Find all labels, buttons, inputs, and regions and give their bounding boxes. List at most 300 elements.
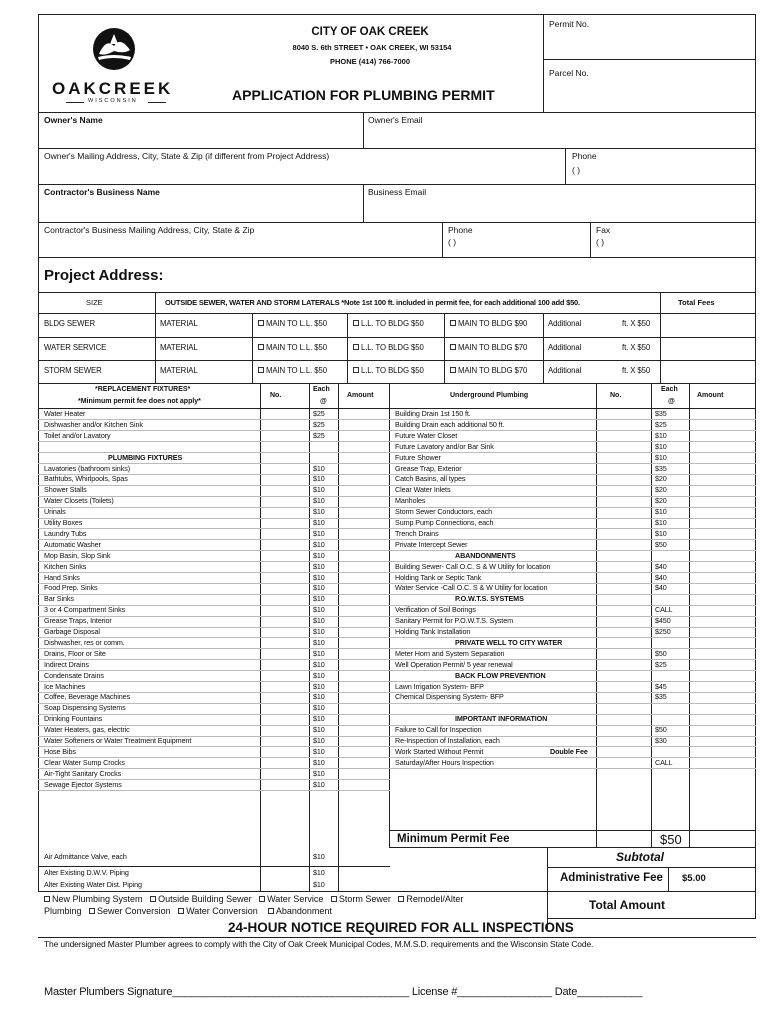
left-fixture-fee: $10 <box>313 528 325 538</box>
left-fixture-label: 3 or 4 Compartment Sinks <box>44 605 126 615</box>
lateral-total-fee-field[interactable] <box>661 361 754 382</box>
right-fixture-no-field[interactable] <box>597 562 650 572</box>
laterals-size-label: SIZE <box>86 298 103 307</box>
left-fixture-label: Water Heaters, gas, electric <box>44 725 130 735</box>
contractor-email-field[interactable] <box>364 198 754 221</box>
date-label: Date <box>554 986 578 998</box>
left-fixture-no-field[interactable] <box>261 714 308 724</box>
city-title: CITY OF OAK CREEK <box>311 26 429 38</box>
right-fixture-no-field[interactable] <box>597 420 650 430</box>
admin-fee-label: Administrative Fee <box>560 872 663 884</box>
left-fixture-fee: $10 <box>313 757 325 767</box>
project-address-label: Project Address: <box>44 267 164 284</box>
date-field[interactable]: ___________ <box>577 986 643 998</box>
left-fixture-no-field[interactable] <box>261 627 308 637</box>
right-fixture-label: Building Drain 1st 150 ft. <box>395 409 471 418</box>
checkbox-icon <box>353 344 359 350</box>
left-fixture-fee: $10 <box>313 692 325 702</box>
row-divider <box>38 681 390 682</box>
right-fixture-fee: $30 <box>655 736 667 745</box>
lateral-total-fee-field[interactable] <box>661 338 754 359</box>
new-plumbing-checkbox[interactable] <box>44 894 143 904</box>
left-fixture-fee: $10 <box>313 703 325 713</box>
right-fixture-no-field[interactable] <box>597 692 650 702</box>
city-phone: PHONE (414) 766-7000 <box>329 57 411 66</box>
right-fixture-label: Lawn Irrigation System- BFP <box>395 681 484 691</box>
left-fixture-label: Utility Boxes <box>44 518 83 527</box>
left-fixture-fee: $10 <box>313 681 325 691</box>
left-fixture-fee: $10 <box>313 627 325 636</box>
owner-mailing-label: Owner's Mailing Address, City, State & Zip (if different from Project Address) <box>44 151 330 161</box>
right-fixture-fee: $50 <box>655 725 667 735</box>
left-fixture-label: Automatic Washer <box>44 539 101 549</box>
row-divider <box>38 452 390 453</box>
right-fixture-fee: $25 <box>655 659 667 669</box>
logo-name: OAKCREEK <box>52 79 174 98</box>
right-fixture-label: Sump Pump Connections, each <box>395 518 494 527</box>
left-fixture-fee: $25 <box>313 409 325 418</box>
right-fixture-no-field[interactable] <box>597 660 650 670</box>
left-fixture-label: Dishwasher and/or Kitchen Sink <box>44 419 143 429</box>
row-divider <box>38 790 390 791</box>
right-fixture-fee: $25 <box>655 419 667 429</box>
right-fixture-fee: $250 <box>655 627 671 636</box>
permit-no-label: Permit No. <box>549 19 590 29</box>
lateral-option-o2-checkbox[interactable] <box>353 367 424 375</box>
right-fixture-no-field[interactable] <box>597 605 650 615</box>
alter-dwv-label: Alter Existing D.W.V. Piping <box>44 868 129 877</box>
logo-state: WISCONSIN <box>88 98 138 104</box>
right-fixture-label: Building Drain each additional 50 ft. <box>395 419 505 429</box>
lateral-ft-label: ft. X $50 <box>622 343 651 352</box>
water-service-label: Water Service <box>267 894 324 904</box>
checkbox-icon <box>258 320 264 326</box>
left-fixture-no-field[interactable] <box>261 671 308 681</box>
right-fixture-label: Trench Drains <box>395 528 439 538</box>
row-divider <box>389 703 756 704</box>
owner-email-field[interactable] <box>364 126 754 147</box>
right-fixture-label: Future Lavatory and/or Bar Sink <box>395 441 494 451</box>
admin-fee-value: $5.00 <box>682 873 706 884</box>
left-fixture-no-field[interactable] <box>261 551 308 561</box>
right-fixture-no-field[interactable] <box>597 529 650 539</box>
lateral-option-label: L.L. TO BLDG $50 <box>361 319 424 328</box>
right-fixture-label: Verification of Soil Borings <box>395 605 476 615</box>
right-fixture-label: Building Sewer- Call O.C. S & W Utility for location <box>395 561 551 571</box>
checkbox-icon <box>258 344 264 350</box>
checkbox-icon <box>450 367 456 373</box>
lateral-option-label: MAIN TO L.L. $50 <box>266 343 327 352</box>
subtotal-field[interactable] <box>668 849 754 866</box>
lateral-option-o3-checkbox[interactable] <box>450 344 527 352</box>
left-fixture-fee: $10 <box>313 518 325 527</box>
checkbox-icon <box>353 367 359 373</box>
right-fixture-no-field[interactable] <box>597 573 650 583</box>
right-fixture-no-field[interactable] <box>597 496 650 506</box>
right-section-heading: ABANDONMENTS <box>455 550 516 560</box>
lateral-option-label: MAIN TO L.L. $50 <box>266 319 327 328</box>
left-fixture-label: Condensate Drains <box>44 670 104 680</box>
checkbox-icon <box>44 896 50 902</box>
checkbox-icon <box>89 908 95 914</box>
left-fixture-label: Grease Traps, Interior <box>44 616 112 626</box>
lateral-name: BLDG SEWER <box>44 319 95 328</box>
left-fixture-no-field[interactable] <box>261 496 308 506</box>
lateral-name: STORM SEWER <box>44 366 102 375</box>
lateral-option-o2-checkbox[interactable] <box>353 320 424 328</box>
total-amount-field[interactable] <box>668 893 754 917</box>
right-fixture-fee: $40 <box>655 583 667 593</box>
left-fixture-fee: $25 <box>313 430 325 440</box>
left-fixture-label: Dishwasher, res or comm. <box>44 637 125 647</box>
total-amount-label: Total Amount <box>589 898 665 912</box>
left-fixture-fee: $10 <box>313 539 325 549</box>
owner-email-label: Owner's Email <box>368 115 423 125</box>
left-fixture-no-field[interactable] <box>261 703 308 713</box>
air-admittance-label: Air Admittance Valve, each <box>44 852 127 861</box>
left-at-header: @ <box>320 398 327 405</box>
left-fixture-no-field[interactable] <box>261 638 308 648</box>
right-fixture-no-field[interactable] <box>597 736 650 746</box>
right-fixture-label: Meter Horn and System Separation <box>395 648 505 658</box>
right-fixture-no-field[interactable] <box>597 747 650 757</box>
left-fixture-no-field[interactable] <box>261 660 308 670</box>
left-fixture-no-field[interactable] <box>261 485 308 495</box>
lateral-option-o1-checkbox[interactable] <box>258 320 327 328</box>
right-fixture-fee: $35 <box>655 463 667 473</box>
right-section-heading: BACK FLOW PREVENTION <box>455 670 546 680</box>
left-fixture-label: Ice Machines <box>44 681 86 691</box>
owner-mailing-field[interactable] <box>39 162 564 184</box>
lateral-material: MATERIAL <box>160 343 198 352</box>
left-fixture-fee: $10 <box>313 768 325 778</box>
lateral-ft-label: ft. X $50 <box>622 319 651 328</box>
checkbox-icon <box>258 367 264 373</box>
checkbox-icon <box>268 908 274 914</box>
right-fixture-fee: $10 <box>655 507 667 517</box>
right-fixture-label: Saturday/After Hours Inspection <box>395 757 494 767</box>
row-divider <box>38 528 390 529</box>
right-fixture-fee: $20 <box>655 496 667 506</box>
left-fixture-no-field[interactable] <box>261 409 308 419</box>
outside-sewer-label: Outside Building Sewer <box>158 894 252 904</box>
left-each-header: Each <box>313 386 330 393</box>
right-fixture-no-field[interactable] <box>597 583 650 593</box>
right-fixture-label: Holding Tank or Septic Tank <box>395 572 482 582</box>
lateral-option-label: L.L. TO BLDG $50 <box>361 366 424 375</box>
right-fixture-no-field[interactable] <box>597 507 650 517</box>
left-fixture-label: Urinals <box>44 507 66 517</box>
left-fixture-no-field[interactable] <box>261 780 308 790</box>
right-fixture-label: Chemical Dispensing System- BFP <box>395 692 504 702</box>
left-fixture-fee: $10 <box>313 616 325 626</box>
left-fixture-label: Mop Basin, Slop Sink <box>44 550 111 560</box>
right-fixture-no-field[interactable] <box>597 616 650 626</box>
permit-no-field[interactable] <box>544 30 755 58</box>
left-fixture-label: Bar Sinks <box>44 594 74 604</box>
contractor-name-label: Contractor's Business Name <box>44 187 160 197</box>
water-service-checkbox[interactable] <box>259 894 323 904</box>
right-fixture-no-field[interactable] <box>597 682 650 692</box>
lateral-option-o1-checkbox[interactable] <box>258 344 327 352</box>
right-fixture-no-field[interactable] <box>597 474 650 484</box>
left-fixture-fee: $10 <box>313 550 325 560</box>
contractor-phone-label: Phone <box>448 225 473 235</box>
left-fixture-fee: $10 <box>313 637 325 647</box>
lateral-option-o1-checkbox[interactable] <box>258 367 327 375</box>
checkbox-icon <box>150 896 156 902</box>
water-conversion-checkbox[interactable] <box>178 906 258 916</box>
left-fixture-no-field[interactable] <box>261 573 308 583</box>
right-fixture-fee: $40 <box>655 561 667 571</box>
sewer-conversion-checkbox[interactable] <box>89 906 171 916</box>
row-divider <box>389 594 756 595</box>
lateral-option-o2-checkbox[interactable] <box>353 344 424 352</box>
left-fixture-no-field[interactable] <box>261 540 308 550</box>
right-fixture-label: Clear Water Inlets <box>395 485 451 495</box>
contractor-fax-field[interactable]: ( ) <box>596 237 605 247</box>
lateral-additional-label: Additional <box>548 366 582 375</box>
left-fixture-no-field[interactable] <box>261 562 308 572</box>
right-at-header: @ <box>668 398 675 405</box>
alter-water-fee: $10 <box>313 880 325 889</box>
left-fixture-no-field[interactable] <box>261 594 308 604</box>
left-fixture-fee: $10 <box>313 714 325 724</box>
left-amount-header: Amount <box>347 392 374 399</box>
left-fixture-no-field[interactable] <box>261 692 308 702</box>
left-fixture-no-field[interactable] <box>261 583 308 593</box>
row-divider <box>38 746 390 747</box>
right-fixture-label: Future Shower <box>395 452 441 462</box>
left-fixture-fee: $10 <box>313 463 325 473</box>
lateral-option-o3-checkbox[interactable] <box>450 367 527 375</box>
right-amount-header: Amount <box>697 392 724 399</box>
right-fixture-fee: $10 <box>655 441 667 451</box>
storm-sewer-label: Storm Sewer <box>338 894 391 904</box>
left-fixture-fee: $10 <box>313 779 325 789</box>
left-fixture-label: Indirect Drains <box>44 659 89 669</box>
left-fixture-fee: $10 <box>313 572 325 582</box>
lateral-option-label: MAIN TO BLDG $70 <box>458 366 528 375</box>
page-title: APPLICATION FOR PLUMBING PERMIT <box>232 87 495 103</box>
minimum-permit-fee-label: Minimum Permit Fee <box>397 833 510 845</box>
sewer-conversion-label: Sewer Conversion <box>97 906 171 916</box>
owner-phone-field[interactable]: ( ) <box>572 165 581 175</box>
checkbox-icon <box>259 896 265 902</box>
right-fixture-label: Catch Basins, all types <box>395 474 466 484</box>
left-fixture-label: Kitchen Sinks <box>44 561 87 571</box>
left-fixture-label: Hand Sinks <box>44 572 80 582</box>
agreement-text: The undersigned Master Plumber agrees to comply with the City of Oak Creek Municipal Codes, M.M.S.D. requirements and the Wisconsin State Code. <box>44 939 594 949</box>
right-section-heading: PRIVATE WELL TO CITY WATER <box>455 637 563 647</box>
contractor-mailing-label: Contractor's Business Mailing Address, City, State & Zip <box>44 225 255 235</box>
left-fixture-no-field[interactable] <box>261 507 308 517</box>
replacement-fixtures-note: *Minimum permit fee does not apply* <box>78 398 201 405</box>
right-fixture-no-field[interactable] <box>597 485 650 495</box>
contractor-fax-label: Fax <box>596 225 611 235</box>
right-fixture-fee: $10 <box>655 528 667 538</box>
right-fixture-no-field[interactable] <box>597 431 650 441</box>
left-fixture-label: Bathtubs, Whirlpools, Spas <box>44 474 128 484</box>
right-fixture-label: Sanitary Permit for P.O.W.T.S. System <box>395 616 513 626</box>
air-admittance-no[interactable] <box>261 848 308 865</box>
row-divider <box>389 496 756 497</box>
right-each-header: Each <box>661 386 678 393</box>
license-label: License # <box>411 986 458 998</box>
right-fixture-no-field[interactable] <box>597 453 650 463</box>
signature-field[interactable]: ________________________________________ <box>172 986 409 998</box>
owner-name-field[interactable] <box>39 126 362 147</box>
right-fixture-label: Work Started Without Permit <box>395 746 484 756</box>
left-fixture-label: Food Prep. Sinks <box>44 583 98 593</box>
row-divider <box>38 485 390 486</box>
right-section-heading: IMPORTANT INFORMATION <box>455 714 548 724</box>
left-fixture-label: Air-Tight Sanitary Crocks <box>44 768 122 778</box>
right-fixture-no-field[interactable] <box>597 464 650 474</box>
right-fixture-label: Storm Sewer Conductors, each <box>395 507 493 517</box>
lateral-option-label: MAIN TO BLDG $90 <box>458 319 528 328</box>
parcel-no-field[interactable] <box>544 80 755 110</box>
left-fixture-label: Garbage Disposal <box>44 627 100 636</box>
remodel-checkbox[interactable] <box>398 894 463 904</box>
right-fixture-no-field[interactable] <box>597 540 650 550</box>
checkbox-icon <box>398 896 404 902</box>
right-fixture-fee: $10 <box>655 430 667 440</box>
right-fixture-label: Water Service -Call O.C. S & W Utility for location <box>395 583 548 593</box>
left-fixture-no-field[interactable] <box>261 464 308 474</box>
laterals-heading: OUTSIDE SEWER, WATER AND STORM LATERALS *Note 1st 100 ft. included in permit fee, for each additional 100 add $50. <box>165 298 580 307</box>
left-fixture-label: Water Closets (Toilets) <box>44 496 114 506</box>
city-logo <box>44 24 184 112</box>
left-no-header: No. <box>270 392 282 399</box>
city-address: 8040 S. 6th STREET • OAK CREEK, WI 53154 <box>292 43 452 52</box>
lateral-additional-label: Additional <box>548 343 582 352</box>
inspection-notice: 24-HOUR NOTICE REQUIRED FOR ALL INSPECTIONS <box>228 920 574 935</box>
right-fixture-label: Re-Inspection of Installation, each <box>395 736 500 745</box>
left-fixture-no-field[interactable] <box>261 518 308 528</box>
right-fixture-fee: $20 <box>655 474 667 484</box>
left-fixture-no-field[interactable] <box>261 769 308 779</box>
left-fixture-label: Coffee, Beverage Machines <box>44 692 131 702</box>
oak-tree-logo-icon <box>44 24 184 84</box>
alter-water-label: Alter Existing Water Dist. Piping <box>44 880 142 889</box>
left-fixture-fee: $10 <box>313 496 325 506</box>
left-fixture-fee: $10 <box>313 659 325 669</box>
left-fixture-fee: $10 <box>313 561 325 571</box>
left-fixture-no-field[interactable] <box>261 747 308 757</box>
lateral-total-fee-field[interactable] <box>661 314 754 335</box>
left-fixture-no-field[interactable] <box>261 616 308 626</box>
row-divider <box>389 768 756 769</box>
left-fixture-label: Soap Dispensing Systems <box>44 703 126 713</box>
row-divider <box>38 561 390 562</box>
right-fixture-fee: $45 <box>655 681 667 691</box>
row-divider <box>389 452 756 453</box>
right-fixture-no-field[interactable] <box>597 409 650 419</box>
left-fixture-no-field[interactable] <box>261 682 308 692</box>
row-divider <box>389 714 756 715</box>
left-fixture-no-field[interactable] <box>261 529 308 539</box>
row-divider <box>389 528 756 529</box>
right-fixture-no-field[interactable] <box>597 758 650 768</box>
right-fixture-label: Manholes <box>395 496 426 506</box>
outside-sewer-checkbox[interactable] <box>150 894 252 904</box>
right-fixture-label: Private Intercept Sewer <box>395 539 468 549</box>
left-fixture-label: Toilet and/or Lavatory <box>44 430 111 440</box>
contractor-name-field[interactable] <box>39 198 362 221</box>
left-fixture-no-field[interactable] <box>261 431 308 441</box>
row-divider <box>38 572 390 573</box>
storm-sewer-checkbox[interactable] <box>331 894 391 904</box>
left-fixture-fee: $10 <box>313 670 325 680</box>
contractor-mailing-field[interactable] <box>39 236 441 256</box>
right-fixture-fee: $20 <box>655 485 667 495</box>
left-fixture-label: Shower Stalls <box>44 485 87 495</box>
right-fixture-fee: $10 <box>655 518 667 527</box>
abandonment-checkbox[interactable] <box>268 906 332 916</box>
left-fixture-no-field[interactable] <box>261 605 308 615</box>
minimum-permit-fee-value: $50 <box>660 832 682 847</box>
right-fixture-fee: CALL <box>655 757 673 767</box>
left-fixture-fee: $25 <box>313 419 325 429</box>
contractor-email-label: Business Email <box>368 187 427 197</box>
left-fixture-no-field[interactable] <box>261 758 308 768</box>
remodel-label: Remodel/Alter <box>406 894 464 904</box>
left-fixture-fee: $10 <box>313 507 325 517</box>
right-fixture-label: Future Water Closet <box>395 430 458 440</box>
left-fixture-no-field[interactable] <box>261 420 308 430</box>
contractor-phone-field[interactable]: ( ) <box>448 237 457 247</box>
left-fixture-label: Water Softeners or Water Treatment Equipment <box>44 736 192 745</box>
right-fixture-no-field[interactable] <box>597 725 650 735</box>
right-fixture-no-field[interactable] <box>597 518 650 528</box>
left-fixture-no-field[interactable] <box>261 474 308 484</box>
checkbox-icon <box>178 908 184 914</box>
checkbox-icon <box>353 320 359 326</box>
checkbox-icon <box>331 896 337 902</box>
left-fixture-label: Hose Bibs <box>44 746 76 756</box>
left-fixture-no-field[interactable] <box>261 649 308 659</box>
checkbox-icon <box>450 320 456 326</box>
lateral-option-label: MAIN TO L.L. $50 <box>266 366 327 375</box>
parcel-no-label: Parcel No. <box>549 68 589 78</box>
abandonment-label: Abandonment <box>275 906 332 916</box>
right-fixture-fee: $40 <box>655 572 667 582</box>
right-fixture-no-field[interactable] <box>597 627 650 637</box>
left-fixture-label: Laundry Tubs <box>44 528 87 538</box>
left-fixture-label: Water Heater <box>44 409 86 418</box>
right-fixture-fee: $450 <box>655 616 671 626</box>
right-fixture-label: Well Operation Permit/ 5 year renewal <box>395 659 513 669</box>
right-fixture-fee: $50 <box>655 648 667 658</box>
left-fixture-no-field[interactable] <box>261 736 308 746</box>
left-fixture-fee: $10 <box>313 746 325 756</box>
new-plumbing-label: New Plumbing System <box>52 894 143 904</box>
left-fixture-no-field[interactable] <box>261 725 308 735</box>
replacement-fixtures-heading: *REPLACEMENT FIXTURES* <box>95 386 191 393</box>
right-fixture-no-field[interactable] <box>597 442 650 452</box>
right-fixture-fee: $50 <box>655 539 667 549</box>
left-section-heading: PLUMBING FIXTURES <box>108 452 183 462</box>
right-fixture-label: Holding Tank Installation <box>395 627 471 636</box>
license-field[interactable]: ________________ <box>457 986 552 998</box>
signature-label: Master Plumbers Signature <box>44 986 173 998</box>
left-fixture-fee: $10 <box>313 583 325 593</box>
right-fixture-no-field[interactable] <box>597 649 650 659</box>
lateral-option-o3-checkbox[interactable] <box>450 320 527 328</box>
lateral-ft-label: ft. X $50 <box>622 366 651 375</box>
project-address-field[interactable] <box>170 262 754 290</box>
